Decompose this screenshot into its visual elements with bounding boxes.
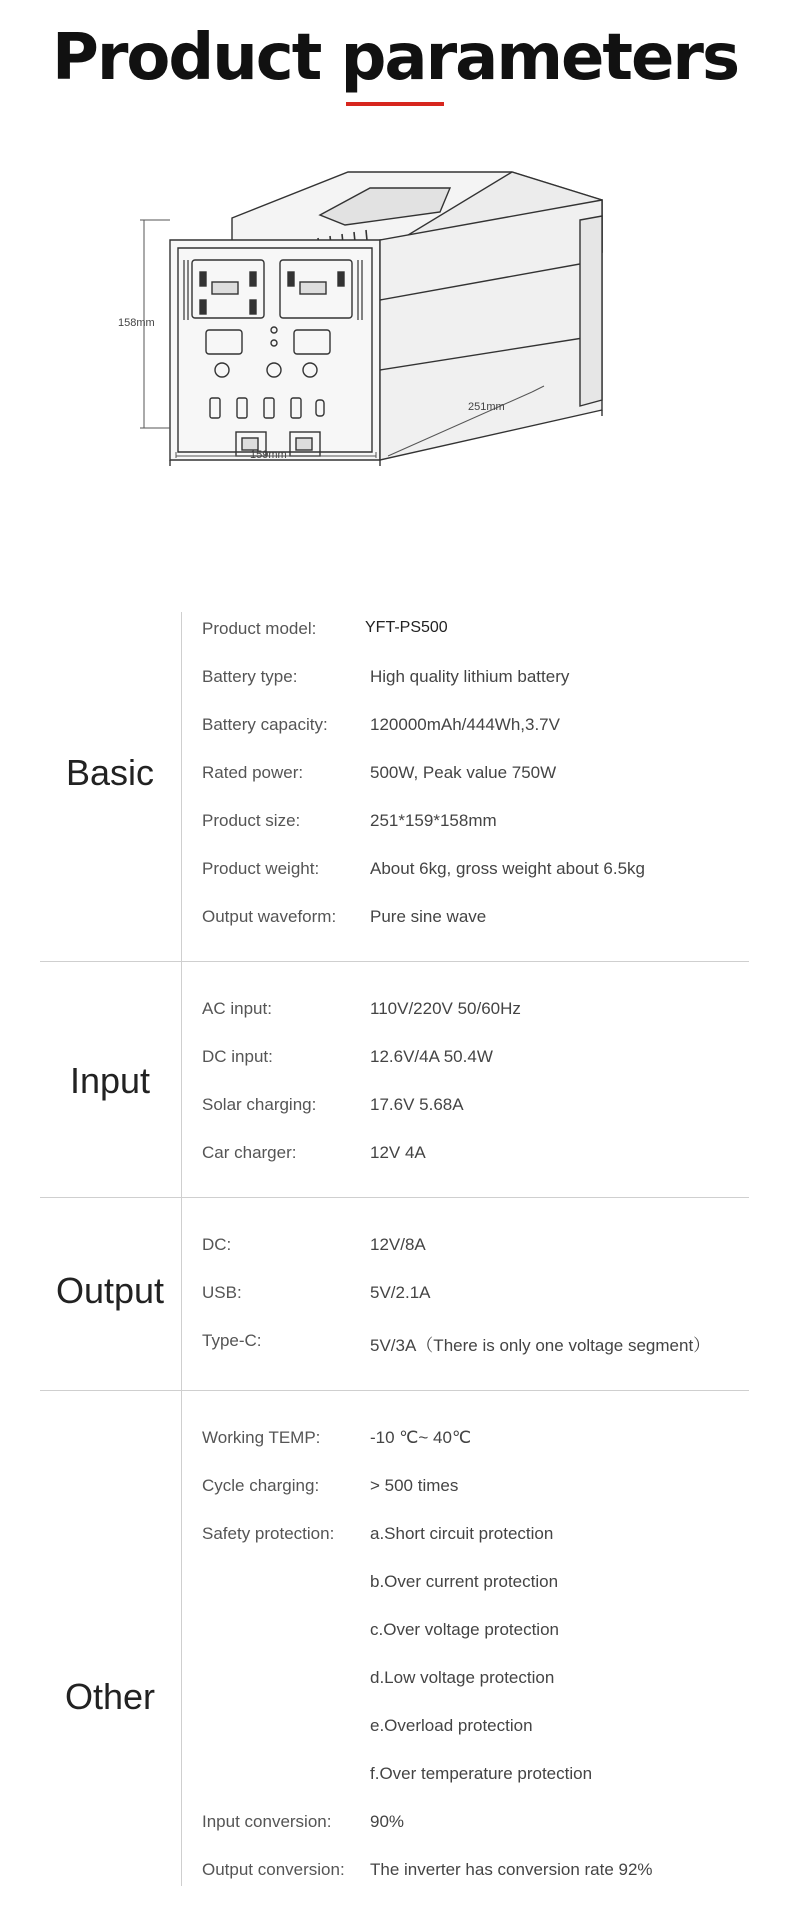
spec-key: Working TEMP: <box>202 1428 321 1447</box>
spec-row-safety-protection <box>202 1524 762 1554</box>
spec-key: Rated power: <box>202 763 304 782</box>
spec-key: USB: <box>202 1283 242 1302</box>
spec-row-safety-protection-b <box>202 1572 762 1602</box>
spec-row-dc-output <box>202 1235 762 1265</box>
spec-value: YFT-PS500 <box>365 619 448 636</box>
product-drawing <box>118 160 660 570</box>
spec-value: High quality lithium battery <box>370 667 570 686</box>
spec-key: DC input: <box>202 1047 273 1066</box>
spec-value: 110V/220V 50/60Hz <box>370 999 521 1018</box>
spec-row-safety-protection-c <box>202 1620 762 1650</box>
spec-row-safety-protection-e <box>202 1716 762 1746</box>
spec-row-dc-input <box>202 1047 762 1077</box>
spec-row-input-conversion <box>202 1812 762 1842</box>
spec-row-safety-protection-d <box>202 1668 762 1698</box>
spec-value: > 500 times <box>370 1476 459 1495</box>
spec-key: Car charger: <box>202 1143 297 1162</box>
section-divider-vertical <box>181 612 182 1886</box>
section-divider-output <box>40 1390 749 1391</box>
spec-key: Type-C: <box>202 1331 262 1350</box>
spec-key: Solar charging: <box>202 1095 317 1114</box>
spec-row-battery-type <box>202 667 762 697</box>
spec-key: AC input: <box>202 999 272 1018</box>
spec-value: 251*159*158mm <box>370 811 497 830</box>
spec-value: e.Overload protection <box>370 1716 533 1735</box>
spec-key: Battery type: <box>202 667 298 686</box>
spec-key: Battery capacity: <box>202 715 328 734</box>
section-label-basic: Basic <box>65 752 155 793</box>
spec-row-cycle-charging <box>202 1476 762 1506</box>
section-divider-basic <box>40 961 749 962</box>
spec-key: Safety protection: <box>202 1524 335 1543</box>
spec-value: 5V/3A（There is only one voltage segment） <box>370 1336 711 1355</box>
spec-key: DC: <box>202 1235 232 1254</box>
spec-value: 90% <box>370 1812 405 1831</box>
spec-value: 12.6V/4A 50.4W <box>370 1047 493 1066</box>
spec-key: Product model: <box>202 619 317 638</box>
spec-key: Output waveform: <box>202 907 337 926</box>
spec-value: -10 ℃~ 40℃ <box>370 1428 472 1447</box>
depth-dimension-label: 251mm <box>468 401 505 413</box>
spec-row-usb-output <box>202 1283 762 1313</box>
spec-key: Output conversion: <box>202 1860 345 1879</box>
spec-value: d.Low voltage protection <box>370 1668 555 1687</box>
spec-value: The inverter has conversion rate 92% <box>370 1860 653 1879</box>
spec-row-ac-input <box>202 999 762 1029</box>
spec-row-solar-charging <box>202 1095 762 1125</box>
spec-value: 12V/8A <box>370 1235 426 1254</box>
spec-row-output-conversion <box>202 1860 762 1890</box>
section-divider-input <box>40 1197 749 1198</box>
spec-value: 120000mAh/444Wh,3.7V <box>370 715 560 734</box>
page-title: Product parameters <box>51 21 739 95</box>
spec-row-car-charger <box>202 1143 762 1173</box>
spec-value: a.Short circuit protection <box>370 1524 554 1543</box>
spec-value: c.Over voltage protection <box>370 1620 559 1639</box>
spec-key: Cycle charging: <box>202 1476 320 1495</box>
spec-value: Pure sine wave <box>370 907 487 926</box>
spec-row-product-model <box>202 619 762 649</box>
spec-key: Product size: <box>202 811 301 830</box>
section-label-output: Output <box>55 1270 165 1311</box>
width-dimension-label: 159mm <box>250 449 287 461</box>
spec-value: b.Over current protection <box>370 1572 559 1591</box>
spec-value: f.Over temperature protection <box>370 1764 593 1783</box>
spec-value: 5V/2.1A <box>370 1283 431 1302</box>
spec-value: About 6kg, gross weight about 6.5kg <box>370 859 646 878</box>
spec-row-product-weight <box>202 859 762 889</box>
spec-row-rated-power <box>202 763 762 793</box>
spec-row-output-waveform <box>202 907 762 937</box>
spec-value: 500W, Peak value 750W <box>370 763 557 782</box>
spec-row-type-c-output <box>202 1331 762 1361</box>
height-dimension-label: 158mm <box>118 317 155 329</box>
spec-row-working-temp <box>202 1428 762 1458</box>
spec-key: Product weight: <box>202 859 320 878</box>
spec-row-product-size <box>202 811 762 841</box>
spec-key: Input conversion: <box>202 1812 332 1831</box>
title-underline <box>346 102 444 106</box>
spec-row-battery-capacity <box>202 715 762 745</box>
spec-row-safety-protection-f <box>202 1764 762 1794</box>
section-label-other: Other <box>64 1676 156 1717</box>
spec-value: 17.6V 5.68A <box>370 1095 464 1114</box>
spec-value: 12V 4A <box>370 1143 426 1162</box>
section-label-input: Input <box>69 1060 151 1101</box>
